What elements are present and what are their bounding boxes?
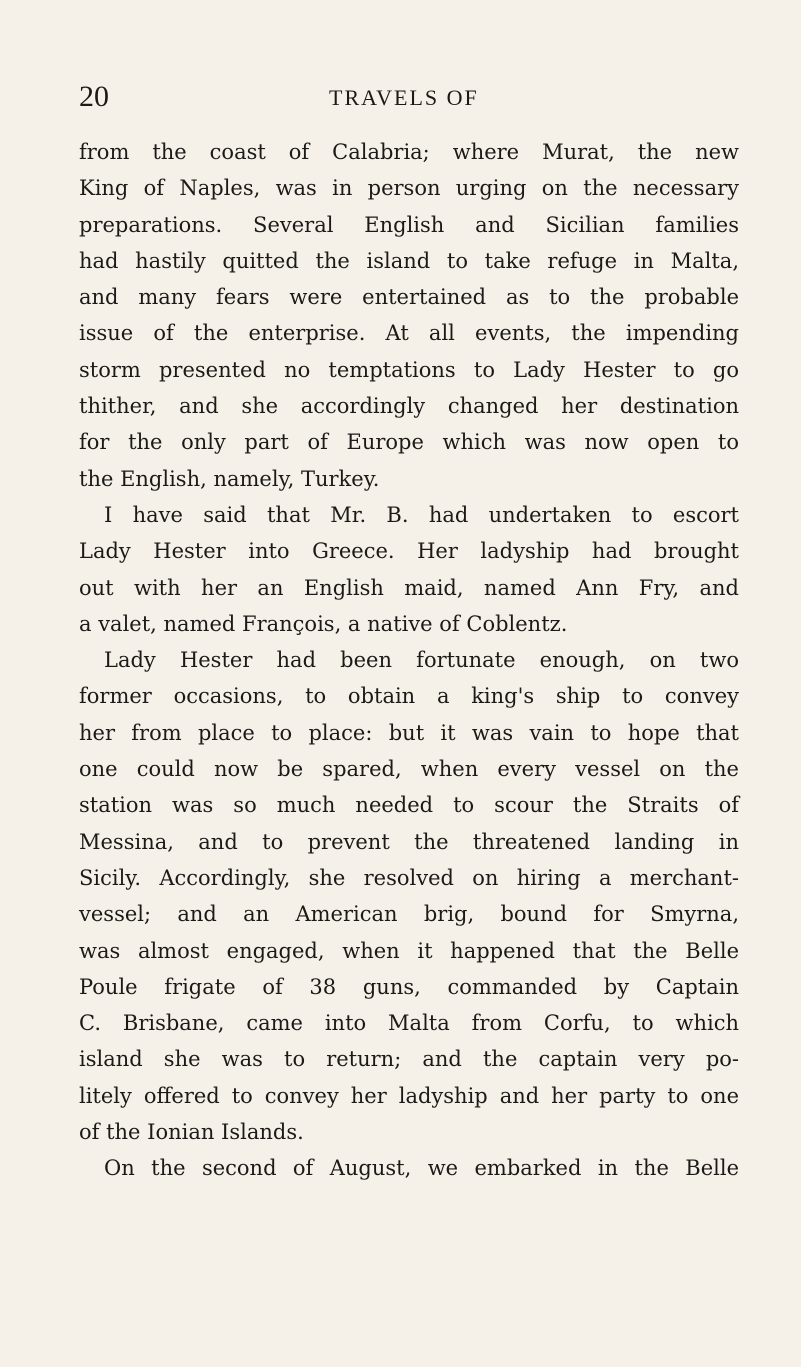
text-line: was almost engaged, when it happened that the Belle xyxy=(79,938,739,963)
text-line: the English, namely, Turkey. xyxy=(79,466,380,491)
text-line: and many fears were entertained as to the probable xyxy=(79,285,739,310)
text-line: of the Ionian Islands. xyxy=(79,1120,304,1145)
body-text xyxy=(79,134,739,1187)
text-line: preparations. Several English and Sicilian families xyxy=(79,212,739,237)
page-header xyxy=(79,80,739,114)
text-line: from the coast of Calabria; where Murat, the new xyxy=(79,140,739,164)
text-line: vessel; and an American brig, bound for Smyrna, xyxy=(79,902,739,927)
text-line: storm presented no temptations to Lady Hester to go xyxy=(79,357,739,382)
text-line: issue of the enterprise. At all events, the impending xyxy=(79,321,739,346)
text-line: thither, and she accordingly changed her destination xyxy=(79,394,739,419)
text-line: had hastily quitted the island to take refuge in Malta, xyxy=(79,248,739,273)
running-head: TRAVELS OF xyxy=(329,85,479,110)
text-line: Lady Hester into Greece. Her ladyship had brought xyxy=(79,539,739,564)
text-line: one could now be spared, when every vessel on the xyxy=(79,757,739,782)
text-line: On the second of August, we embarked in the Belle xyxy=(104,1156,739,1181)
text-line: out with her an English maid, named Ann Fry, and xyxy=(79,575,739,600)
text-line: for the only part of Europe which was now open to xyxy=(79,430,739,455)
text-line: Lady Hester had been fortunate enough, on two xyxy=(104,648,739,673)
text-line: station was so much needed to scour the Straits of xyxy=(79,793,739,818)
text-line: Messina, and to prevent the threatened landing in xyxy=(79,829,739,854)
text-line: I have said that Mr. B. had undertaken to escort xyxy=(104,502,739,527)
text-line: former occasions, to obtain a king's ship to convey xyxy=(79,684,739,709)
text-line: a valet, named François, a native of Coblentz. xyxy=(79,611,568,636)
page-number: 20 xyxy=(79,80,109,113)
text-line: King of Naples, was in person urging on the necessary xyxy=(79,176,739,201)
text-line: litely offered to convey her ladyship and her party to one xyxy=(79,1083,739,1108)
text-line: Poule frigate of 38 guns, commanded by Captain xyxy=(79,974,739,999)
text-line: Sicily. Accordingly, she resolved on hiring a merchant- xyxy=(79,865,739,890)
text-line: her from place to place: but it was vain to hope that xyxy=(79,720,739,745)
text-line: island she was to return; and the captain very po- xyxy=(79,1047,739,1072)
text-line: C. Brisbane, came into Malta from Corfu, to which xyxy=(79,1011,739,1036)
